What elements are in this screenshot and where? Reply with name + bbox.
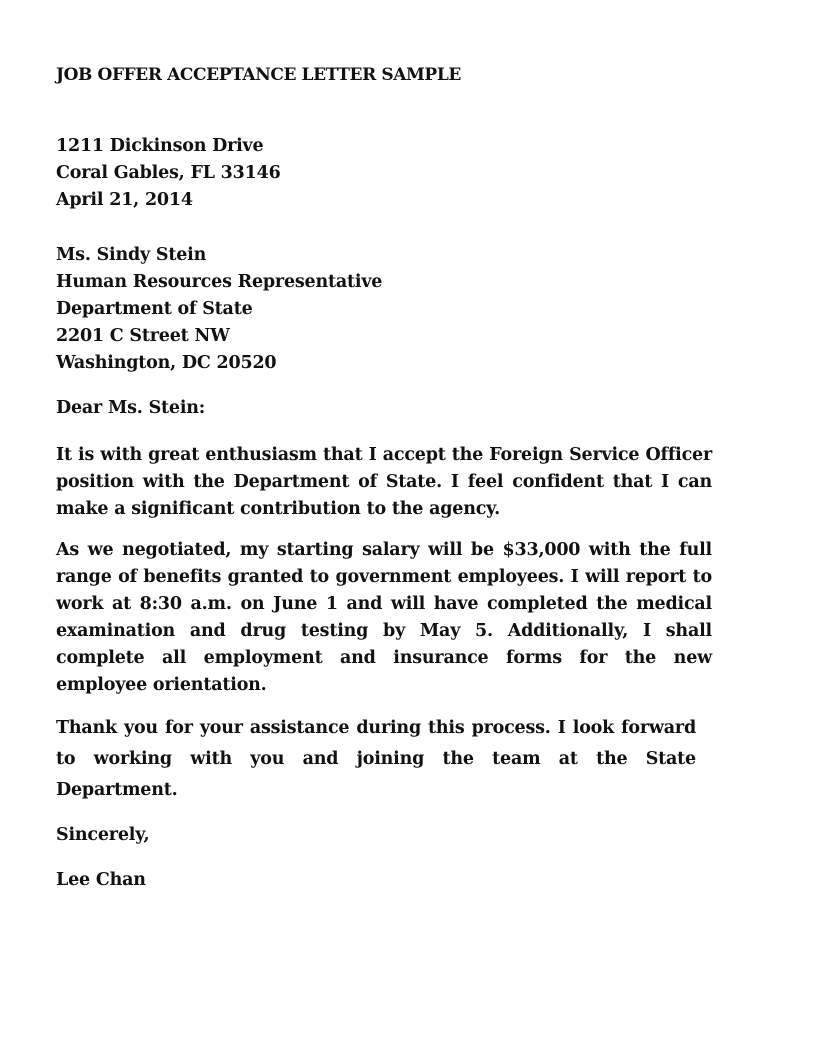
recipient-title: Human Resources Representative	[56, 272, 383, 292]
body-paragraph: Thank you for your assistance during this process. I look forward to working with you and joining the team at the State Department.	[56, 718, 696, 800]
body-paragraph: It is with great enthusiasm that I accept the Foreign Service Officer position with the Department of State. I feel confident that I can make a significant contribution to the agency.	[56, 445, 712, 519]
recipient-organization: Department of State	[56, 299, 253, 319]
signature: Lee Chan	[56, 870, 146, 890]
recipient-city-state-zip: Washington, DC 20520	[56, 353, 277, 373]
recipient-street: 2201 C Street NW	[56, 326, 230, 346]
sender-address	[56, 133, 712, 214]
recipient-name: Ms. Sindy Stein	[56, 245, 207, 265]
letter-date: April 21, 2014	[56, 190, 193, 210]
body-paragraph: As we negotiated, my starting salary will be $33,000 with the full range of benefits granted to government employees. I will report to work at 8:30 a.m. on June 1 and will have completed the medical examination and drug testing by May 5. Additionally, I shall complete all employment and insurance forms for the new employee orientation.	[56, 540, 712, 695]
salutation: Dear Ms. Stein:	[56, 398, 206, 418]
closing: Sincerely,	[56, 825, 150, 845]
document-title: JOB OFFER ACCEPTANCE LETTER SAMPLE	[56, 65, 461, 85]
letter-page	[56, 62, 712, 894]
sender-city-state-zip: Coral Gables, FL 33146	[56, 163, 281, 183]
sender-street: 1211 Dickinson Drive	[56, 136, 264, 156]
recipient-address	[56, 242, 712, 377]
